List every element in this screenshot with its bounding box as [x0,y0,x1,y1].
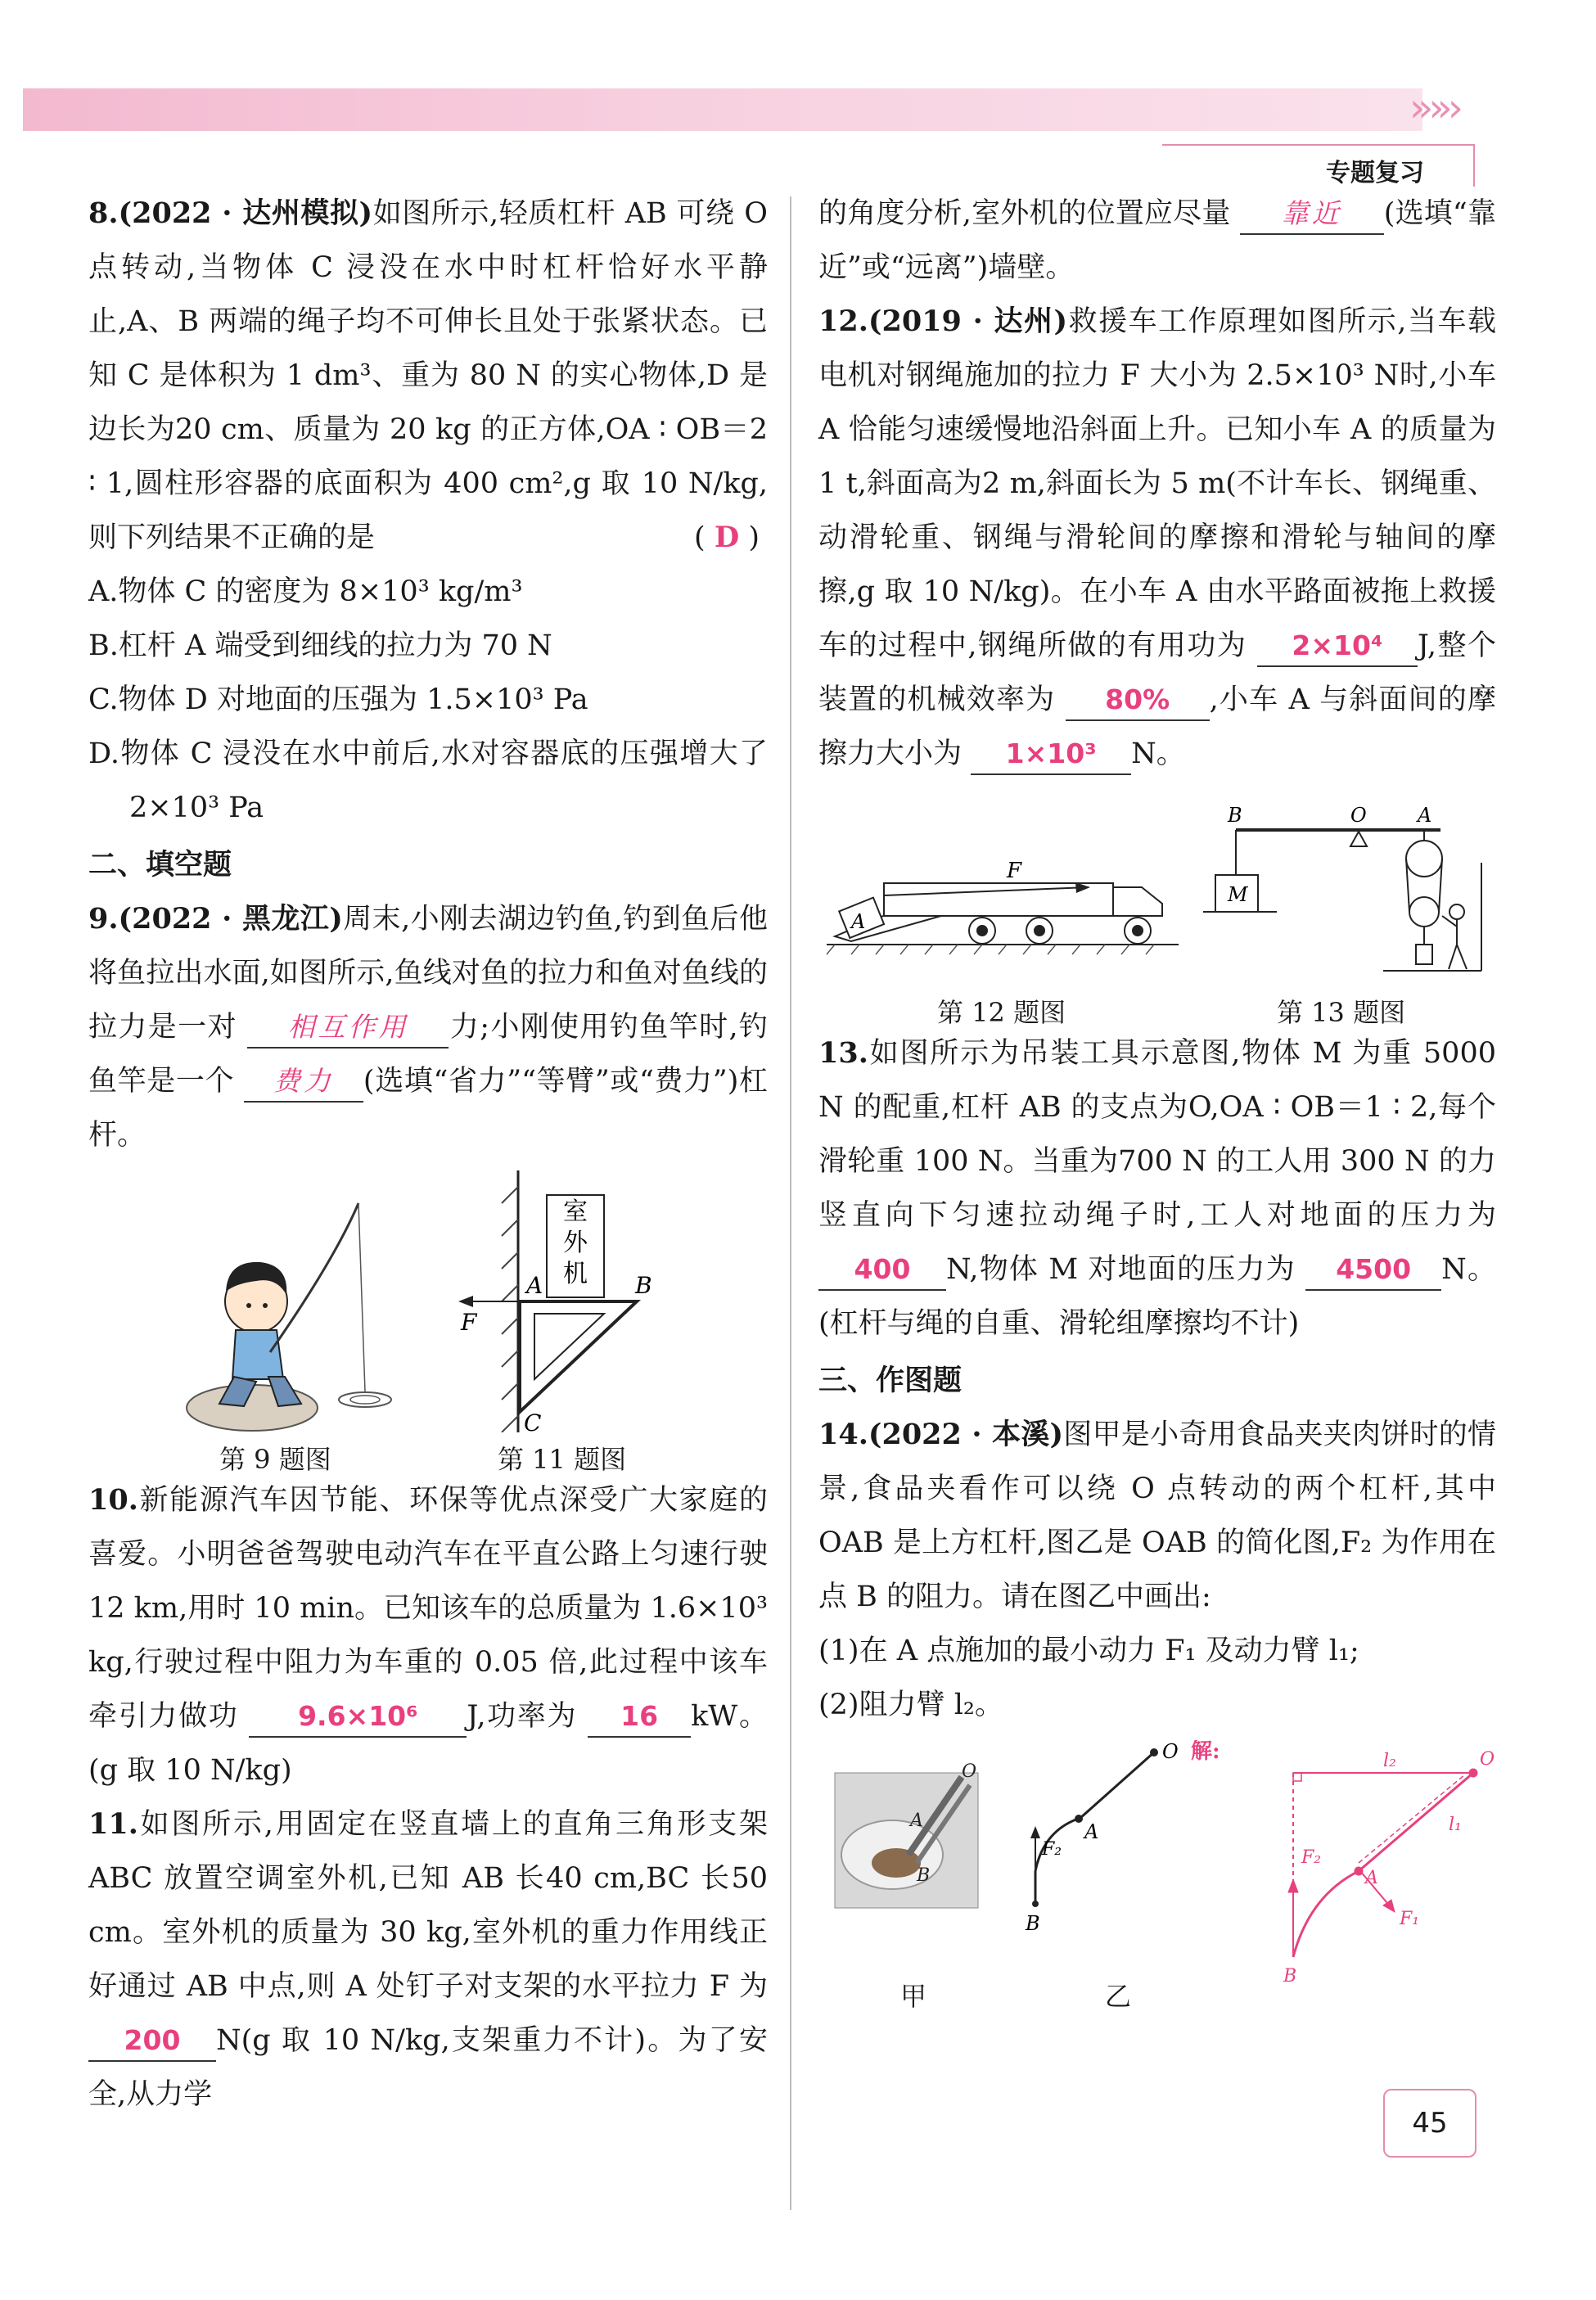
figures-12-13 [818,781,1496,1026]
fig12-label-a: A [851,910,866,933]
banner-arrows-icon: »»› [1409,85,1458,131]
q11-answer-1: 200 [88,2021,216,2062]
q10-answer-1: 9.6×10⁶ [249,1697,467,1738]
q9-answer-1: 相互作用 [247,1008,449,1049]
q9-text-c: (选填“省力”“等臂”或“费力”)杠杆。 [88,1065,768,1152]
q10-text-b: J,功率为 [467,1700,578,1733]
q8-option-c: C.物体 D 对地面的压强为 1.5×10³ Pa [88,683,588,716]
question-10 [88,1473,768,1797]
question-13 [818,1026,1496,1351]
q9-text-b: 力;小刚使用钓鱼竿时,钓鱼竿是一个 [88,1011,768,1098]
q8-bracket-close: ) [748,521,760,554]
q10-text-c: kW。(g 取 10 N/kg) [88,1700,768,1787]
fig11-box-label-3: 机 [563,1260,588,1288]
question-11-continued [818,187,1496,295]
svg-text:F₂: F₂ [1042,1839,1062,1860]
q10-answer-2: 16 [588,1697,691,1738]
q11-answer-2: 靠近 [1240,194,1384,235]
q14-item-1: (1)在 A 点施加的最小动力 F₁ 及动力臂 l₁; [818,1635,1359,1667]
q13-text-c: N。(杠杆与绳的自重、滑轮组摩擦均不计) [818,1253,1496,1340]
fig13-caption: 第 13 题图 [1277,997,1406,1028]
fig12-13-diagrams [818,781,1496,985]
q8-text: 如图所示,轻质杠杆 AB 可绕 O 点转动,当物体 C 浸没在水中时杠杆恰好水平静止,A、B 两端的绳子均不可伸长且处于张紧状态。已知 C 是体积为 1 dm³、重为 80 N 的实心物体,D 是边长为20 cm、质量为 20 kg 的正方体,OA ∶ OB＝2 ∶ 1,圆柱形容器的底面积为 400 cm²,g 取 10 N/kg,则下列结果不正确的是 [88,197,768,554]
right-column [818,187,1497,2012]
fig9-fishing-boy [88,1162,768,1432]
q11-text-c: 的角度分析,室外机的位置应尽量 [818,197,1231,230]
question-14 [818,1408,1496,1624]
section-3-title: 三、作图题 [818,1364,963,1397]
fig14-caption-jia: 甲 [900,1981,927,2012]
q8-source: (2022 · 达州模拟) [118,196,373,230]
svg-text:B: B [917,1865,931,1886]
q8-answer-bracket [694,511,768,565]
q11-text-b: N(g 取 10 N/kg,支架重力不计)。为了安全,从力学 [88,2024,768,2111]
section-2-title: 二、填空题 [88,849,232,882]
question-11 [88,1797,768,2122]
q8-option-a: A.物体 C 的密度为 8×10³ kg/m³ [88,575,523,608]
page-number-text: 45 [1412,2107,1448,2140]
section-tab [1162,144,1475,187]
q11-number: 11. [88,1807,138,1841]
svg-text:O: O [1162,1740,1179,1763]
q12-text-a: 救援车工作原理如图所示,当车载电机对钢绳施加的拉力 F 大小为 2.5×10³ N时,小车 A 恰能匀速缓慢地沿斜面上升。已知小车 A 的质量为 1 t,斜面高为2 m,斜面长为 5 m(不计车长、钢绳重、动滑轮重、钢绳与滑轮间的摩擦和滑轮与轴间的摩擦,g 取 10 N/kg)。在小车 A 由水平路面被拖上救援车的过程中,钢绳所做的有用功为 [818,305,1497,662]
q8-bracket-open: ( [694,521,706,554]
q14-item-2: (2)阻力臂 l₂。 [818,1689,1003,1721]
q12-source: (2019 · 达州) [868,304,1068,338]
fig9-caption: 第 9 题图 [219,1444,331,1475]
q12-answer-2: 80% [1066,680,1210,721]
q12-answer-3: 1×10³ [971,734,1131,775]
q13-text-a: 如图所示为吊装工具示意图,物体 M 为重 5000 N 的配重,杠杆 AB 的支点为O,OA ∶ OB＝1 ∶ 2,每个滑轮重 100 N。当重为700 N 的工人用 300 N 的力竖直向下匀速拉动绳子时,工人对地面的压力为 [818,1037,1496,1232]
q8-option-b: B.杠杆 A 端受到细线的拉力为 70 N [88,629,552,662]
fig12-label-f: F [1007,859,1022,883]
q13-answer-2: 4500 [1305,1250,1441,1291]
question-12 [818,295,1496,781]
q14-number: 14. [818,1418,868,1451]
fig14-photo-jia [835,1761,978,1908]
column-divider [790,196,791,2210]
fig14-label-f1: F₁ [1400,1909,1420,1929]
fig12-rescue-truck [827,882,1179,954]
page-number [1383,2089,1490,2164]
q10-number: 10. [88,1483,138,1517]
fig11-label-c: C [524,1409,542,1432]
page-number-box [1383,2089,1477,2158]
figures-9-11 [88,1162,768,1473]
fig11-label-f: F [461,1309,477,1336]
question-8 [88,187,768,565]
fig11-label-a: A [526,1272,543,1299]
q9-answer-2: 费力 [244,1062,363,1103]
q12-answer-1: 2×10⁴ [1257,626,1418,667]
fig14-label-a: A [1365,1868,1378,1888]
fig11-caption: 第 11 题图 [498,1444,627,1475]
q9-text-a: 周末,小刚去湖边钓鱼,钓到鱼后他将鱼拉出水面,如图所示,鱼线对鱼的拉力和鱼对鱼线的拉力是一对 [88,903,768,1044]
fig14-label-l2: l₂ [1383,1751,1396,1771]
svg-text:B: B [1026,1912,1040,1935]
fig13-label-m: M [1228,883,1248,906]
fig11-box-label-1: 室 [563,1197,588,1226]
fig11-bracket-diagram [458,1170,637,1432]
fig12-caption: 第 12 题图 [937,997,1066,1028]
section-label: 专题复习 [1326,159,1424,187]
fig14-diagram-yi [1025,1740,1179,1935]
question-9 [88,892,768,1162]
fig14-caption-yi: 乙 [1105,1981,1132,2012]
q8-number: 8. [88,196,119,230]
q12-number: 12. [818,304,868,338]
q12-text-b: J,整个装置的机械效率为 [818,629,1496,716]
fig14-label-o: O [1480,1749,1495,1770]
q13-text-b: N,物体 M 对地面的压力为 [946,1253,1296,1286]
q12-text-d: N。 [1131,737,1185,770]
q8-option-d: D.物体 C 浸没在水中前后,水对容器底的压强增大了 2×10³ Pa [88,737,768,824]
left-column [88,187,768,2122]
fig13-label-a: A [1418,804,1432,827]
fig14-label-b: B [1283,1966,1297,1987]
q9-source: (2022 · 黑龙江) [118,902,343,936]
figure-14 [818,1732,1496,2012]
fig13-label-b: B [1228,804,1242,827]
q8-answer: D [714,521,740,554]
q12-text-c: ,小车 A 与斜面间的摩擦力大小为 [818,683,1496,770]
fig14-label-f2: F₂ [1301,1847,1322,1868]
svg-text:A: A [1084,1820,1099,1843]
fig14-diagrams [818,1740,1496,2002]
fig14-solution-label: 解: [1191,1740,1220,1764]
q10-text-a: 新能源汽车因节能、环保等优点深受广大家庭的喜爱。小明爸爸驾驶电动汽车在平直公路上匀速行驶 12 km,用时 10 min。已知该车的总质量为 1.6×10³ kg,行驶过程中阻力为车重的 0.05 倍,此过程中该车牵引力做功 [88,1484,768,1733]
q13-number: 13. [818,1036,868,1070]
svg-text:O: O [962,1761,977,1782]
fig11-label-b: B [635,1272,652,1299]
q11-text-d: (选填“靠近”或“远离”)墙壁。 [818,197,1496,284]
q13-answer-1: 400 [818,1250,946,1291]
q9-number: 9. [88,902,119,936]
q11-text-a: 如图所示,用固定在竖直墙上的直角三角形支架 ABC 放置空调室外机,已知 AB 长40 cm,BC 长50 cm。室外机的质量为 30 kg,室外机的重力作用线正好通过 AB 中点,则 A 处钉子对支架的水平拉力 F 为 [88,1808,768,2003]
header-banner [23,88,1422,131]
fig13-label-o: O [1350,804,1367,827]
q14-source: (2022 · 本溪) [868,1418,1064,1451]
fig11-box-label-2: 外 [563,1229,588,1257]
q14-text: 图甲是小奇用食品夹夹肉饼时的情景,食品夹看作可以绕 O 点转动的两个杠杆,其中 OAB 是上方杠杆,图乙是 OAB 的简化图,F₂ 为作用在点 B 的阻力。请在图乙中画出: [818,1418,1496,1613]
svg-text:A: A [910,1811,923,1831]
fig14-label-l1: l₁ [1449,1815,1462,1835]
